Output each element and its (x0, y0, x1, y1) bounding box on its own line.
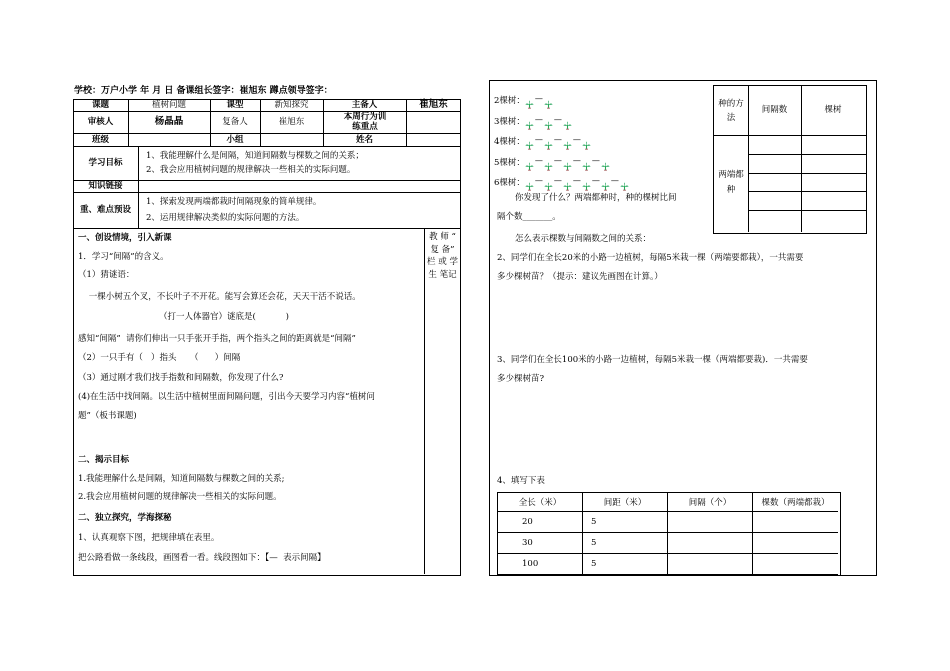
tree-icon (601, 176, 610, 185)
goal-1: 1、我能理解什么是间隔，知道间隔数与棵数之间的关系； (146, 151, 364, 161)
interval-dash: — (534, 135, 543, 144)
interval-dash: — (553, 114, 562, 124)
interval-dash: — (572, 176, 581, 185)
tree-icon (544, 115, 553, 124)
tree-icon (563, 115, 572, 124)
method-both-ends: 两端都种 (718, 170, 744, 195)
tree-row (494, 170, 629, 189)
left-body-line: (4)在生活中找间隔。以生活中植树里面间隔问题，引出今天要学习内容“植树问 (78, 392, 375, 402)
left-body-line: 一、创设情境，引入新课 (78, 233, 172, 243)
tree-row-label: 4棵树： (494, 137, 525, 147)
interval-dash: — (591, 176, 600, 185)
table-header-cell: 全长（米） (498, 493, 583, 512)
tree-row-label: 3棵树： (494, 116, 525, 127)
tree-icon (544, 156, 553, 165)
question-4: 4、填写下表 (497, 476, 545, 486)
interval-dash: — (591, 155, 600, 165)
lead-value: 崔旭东 (419, 99, 448, 110)
left-body-line: 把公路看做一条线段，画图看一看。线段图如下：【— 表示间隔】 (78, 553, 326, 563)
class-label: 班级 (91, 134, 109, 145)
tree-icon (525, 135, 534, 144)
table-header-cell: 间距（米） (583, 493, 668, 512)
left-body-line: 二、独立探究，学海探秘 (78, 513, 172, 523)
left-body-line: （3）通过刚才我们找手指数和间隔数，你发现了什么? (78, 373, 284, 383)
weekly-label: 本周行为训练重点 (343, 112, 387, 132)
left-body-line: 感知“间隔” 请你们伸出一只手张开手指，两个指头之间的距离就是“间隔” (78, 334, 356, 344)
reviewer-label: 审核人 (87, 117, 114, 127)
interval-dash: — (572, 155, 581, 165)
tree-row-label: 2棵树： (494, 96, 525, 106)
left-body-line: （1）猜谜语： (78, 270, 135, 280)
table-cell (753, 554, 838, 575)
type-label: 课型 (226, 100, 244, 110)
left-body-line: 1．学习“间隔”的含义。 (78, 252, 169, 262)
question-2b: 多少棵树苗？（提示：建议先画图在计算。） (497, 272, 663, 282)
side-note: 教 师 “ 复 备” 栏 或 学 生 笔记 (427, 232, 458, 280)
tree-icon (563, 176, 572, 185)
tree-icon (525, 115, 534, 124)
left-body-line: 题”（板书课题) (78, 411, 137, 421)
tree-row (494, 109, 572, 128)
tree-icon (563, 135, 572, 144)
interval-dash: — (610, 176, 619, 185)
table-cell: 5 (583, 512, 668, 533)
left-body-line: 1.我能理解什么是间隔，知道间隔数与棵数之间的关系; (78, 474, 285, 484)
key-1: 1、探索发现两端都栽时间隔现象的简单规律。 (146, 197, 322, 207)
tree-row (494, 150, 610, 169)
group-label: 小组 (226, 134, 244, 145)
interval-dash: — (534, 114, 543, 124)
table-cell: 30 (498, 533, 583, 554)
link-label: 知识链接 (88, 181, 123, 191)
table-cell: 20 (498, 512, 583, 533)
table-cell: 5 (583, 533, 668, 554)
table-cell (668, 554, 753, 575)
name-label: 姓名 (355, 134, 373, 145)
left-body-line: 二、揭示目标 (78, 455, 130, 465)
tree-icon (620, 176, 629, 185)
table-cell (668, 533, 753, 554)
found-line-2: 隔个数_______。 (497, 212, 561, 222)
goals-label: 学习目标 (88, 158, 123, 168)
tree-row-label: 5棵树： (494, 157, 525, 168)
tree-icon (544, 135, 553, 144)
tree-icon (601, 156, 610, 165)
left-body-line: （2）一只手有（ ）指头 （ ）间隔 (78, 353, 241, 363)
how-line: 怎么表示棵数与间隔数之间的关系： (515, 234, 652, 244)
interval-dash: — (572, 135, 581, 144)
tree-icon (544, 176, 553, 185)
left-body-line: 一棵小树五个叉，不长叶子不开花。能写会算还会花，天天干活不说话。 (78, 292, 361, 302)
interval-dash: — (534, 176, 543, 185)
tree-icon (563, 156, 572, 165)
interval-dash: — (553, 176, 562, 185)
interval-dash: — (553, 135, 562, 144)
tree-icon (544, 94, 553, 103)
table-header-cell: 间隔（个） (668, 493, 753, 512)
left-body-line: 2.我会应用植树问题的规律解决一些相关的实际问题。 (78, 492, 282, 502)
topic-value: 植树问题 (151, 100, 186, 110)
key-label: 重、难点预设 (79, 205, 131, 215)
question-3b: 多少棵树苗? (497, 374, 545, 384)
lead-label: 主备人 (351, 100, 378, 110)
question-3a: 3、同学们在全长100米的小路一边植树，每隔5米栽一棵（两端都要栽)．一共需要 (497, 355, 808, 365)
header-line: 学校：万户小学 年 月 日 备课组长签字：崔旭东 蹲点领导签字： (74, 86, 333, 96)
tree-icon (525, 156, 534, 165)
table-header-cell: 棵数（两端都栽） (753, 493, 838, 512)
table-cell (753, 512, 838, 533)
question-2a: 2、同学们在全长20米的小路一边植树，每隔5米栽一棵（两端要都栽），一共需要 (497, 253, 804, 263)
table-cell (753, 533, 838, 554)
interval-dash: — (534, 155, 543, 165)
trees-header: 棵树 (824, 105, 842, 115)
topic-label: 课题 (91, 100, 109, 110)
fill-table (497, 492, 841, 575)
backup-label: 复备人 (222, 117, 248, 127)
interval-dash: — (553, 155, 562, 165)
tree-row (494, 129, 591, 148)
table-cell: 5 (583, 554, 668, 575)
tree-row-label: 6棵树： (494, 178, 525, 188)
tree-row (494, 88, 553, 107)
tree-icon (582, 176, 591, 185)
left-body-line: 1、认真观察下图，把规律填在表里。 (78, 533, 220, 543)
goal-2: 2、我会应用植树问题的规律解决一些相关的实际问题。 (146, 165, 356, 175)
table-cell (668, 512, 753, 533)
interval-dash: — (534, 94, 543, 103)
backup-value: 崔旭东 (278, 117, 305, 127)
tree-icon (525, 176, 534, 185)
found-line-1: 你发现了什么？两端都种时，种的棵树比间 (515, 193, 677, 203)
left-body-line: （打一人体器官）谜底是( ) (78, 312, 289, 322)
reviewer-value: 杨晶晶 (154, 116, 184, 127)
method-header: 种的方法 (718, 99, 744, 123)
tree-icon (525, 94, 534, 103)
table-cell: 100 (498, 554, 583, 575)
key-2: 2、运用规律解决类似的实际问题的方法。 (146, 213, 305, 223)
tree-icon (582, 156, 591, 165)
type-value: 新知探究 (274, 100, 309, 110)
tree-icon (582, 135, 591, 144)
interval-header: 间隔数 (761, 105, 788, 115)
